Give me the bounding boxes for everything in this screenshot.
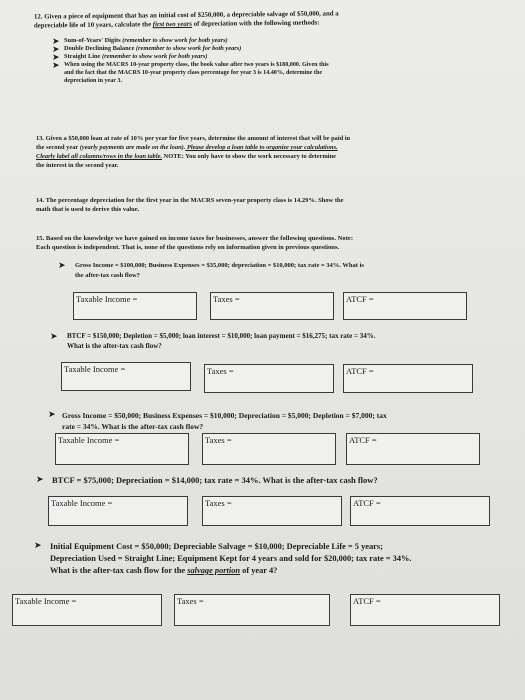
q13-line1: 13. Given a $50,000 loan at rate of 10% per year for five years, determine the amount of interest that will be paid in: [36, 135, 351, 142]
taxes-box[interactable]: Taxes =: [202, 496, 342, 526]
q13-line2: the second year (yearly payments are made on the loan). Please develop a loan table to organize your calculations.: [36, 144, 338, 151]
bullet-marker: ➤: [52, 60, 60, 70]
taxes-box[interactable]: Taxes =: [210, 292, 334, 320]
q15-part2-line2: What is the after-tax cash flow?: [67, 342, 162, 350]
q15-part3-line2: rate = 34%. What is the after-tax cash flow?: [62, 422, 204, 431]
q12-line2: depreciable life of 10 years, calculate the first two years of depreciation with the following methods:: [33, 19, 320, 30]
q15-part5-line3: What is the after-tax cash flow for the salvage portion of year 4?: [50, 566, 278, 575]
bullet-marker: ➤: [48, 409, 56, 419]
taxes-box[interactable]: Taxes =: [204, 364, 334, 393]
q13-line3: Clearly label all columns/rows in the loan table. NOTE: You only have to show the work necessary to determine: [36, 153, 336, 160]
q15-line2: Each question is independent. That is, none of the questions rely on information given in previous questions.: [36, 244, 340, 251]
q15-part2-line1: BTCF = $150,000; Depletion = $5,000; loan interest = $10,000; loan payment = $16,275; tax rate = 34%.: [67, 332, 376, 340]
q14-line1: 14. The percentage depreciation for the first year in the MACRS seven-year property class is 14.29%. Show the: [36, 197, 344, 204]
bullet-marker: ➤: [52, 52, 60, 62]
atcf-box[interactable]: ATCF =: [350, 496, 490, 526]
taxable-income-box[interactable]: Taxable Income =: [73, 292, 197, 320]
q15-part5-line2: Depreciation Used = Straight Line; Equipment Kept for 4 years and sold for $20,000; tax rate = 34%.: [50, 554, 412, 563]
q15-part4-line1: BTCF = $75,000; Depreciation = $14,000; tax rate = 34%. What is the after-tax cash flow?: [52, 475, 378, 485]
bullet-marker: ➤: [52, 36, 60, 46]
q15-part3-line1: Gross Income = $50,000; Business Expenses = $10,000; Depreciation = $5,000; Depletion = $7,000; tax: [62, 411, 387, 420]
bullet-marker: ➤: [50, 331, 58, 341]
q15-part1-line1: Gross Income = $100,000; Business Expenses = $35,000; depreciation = $10,000; tax rate = 34%. What is: [75, 262, 364, 269]
q12-macrs-line3: depreciation in year 3.: [64, 78, 123, 84]
taxes-box[interactable]: Taxes =: [202, 433, 336, 465]
q15-line1: 15. Based on the knowledge we have gained on income taxes for businesses, answer the following questions. Note:: [36, 235, 354, 242]
taxable-income-box[interactable]: Taxable Income =: [55, 433, 189, 465]
q14-line2: math that is used to derive this value.: [36, 206, 140, 213]
atcf-box[interactable]: ATCF =: [343, 364, 473, 393]
q13-line4: the interest in the second year.: [36, 162, 119, 169]
atcf-box[interactable]: ATCF =: [346, 433, 480, 465]
q12-macrs-line2: and the fact that the MACRS 10-year property class percentage for year 3 is 14.40%, determine the: [64, 70, 323, 76]
q15-part1-line2: the after-tax cash flow?: [75, 272, 140, 279]
bullet-marker: ➤: [34, 540, 42, 550]
atcf-box[interactable]: ATCF =: [350, 594, 500, 626]
bullet-marker: ➤: [58, 260, 66, 270]
q12-method-2: Double Declining Balance (remember to show work for both years): [64, 45, 242, 52]
q12-method-1: Sum-of-Years' Digits (remember to show work for both years): [64, 37, 228, 44]
bullet-marker: ➤: [36, 474, 44, 484]
taxable-income-box[interactable]: Taxable Income =: [12, 594, 162, 626]
taxable-income-box[interactable]: Taxable Income =: [48, 496, 188, 526]
q12-method-3: Straight Line (remember to show work for both years): [64, 53, 208, 60]
q12-macrs-line1: When using the MACRS 10-year property class, the book value after two years is $180,000. Given this: [64, 62, 329, 68]
q15-part5-line1: Initial Equipment Cost = $50,000; Depreciable Salvage = $10,000; Depreciable Life = 5 years;: [50, 542, 383, 551]
taxes-box[interactable]: Taxes =: [174, 594, 330, 626]
taxable-income-box[interactable]: Taxable Income =: [61, 362, 191, 391]
atcf-box[interactable]: ATCF =: [343, 292, 467, 320]
bullet-marker: ➤: [52, 44, 60, 54]
q12-line1: 12. Given a piece of equipment that has an initial cost of $250,000, a depreciable salvage of $50,000, and a: [33, 10, 339, 21]
